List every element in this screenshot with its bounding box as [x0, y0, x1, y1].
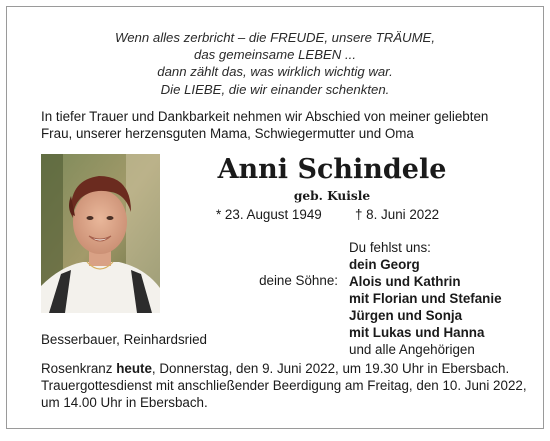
intro-line: In tiefer Trauer und Dankbarkeit nehmen wir Abschied von meiner geliebten — [41, 109, 489, 124]
birth-date: * 23. August 1949 — [216, 207, 322, 222]
son-entry: Jürgen und Sonja — [349, 308, 463, 323]
death-date: † 8. Juni 2022 — [355, 207, 440, 222]
obituary-card — [6, 6, 544, 429]
portrait-photo — [41, 154, 160, 313]
spouse-name: dein Georg — [349, 257, 420, 272]
rosary-prefix: Rosenkranz — [41, 361, 117, 376]
poem-line: dann zählt das, was wirklich wichtig war. — [157, 64, 393, 80]
son-entry: Alois und Kathrin — [349, 274, 461, 289]
poem-line: Die LIEBE, die wir einander schenkten. — [160, 81, 390, 97]
funeral-line: Trauergottesdienst mit anschließender Beerdigung am Freitag, den 10. Juni 2022, — [41, 378, 527, 393]
today-label: heute — [116, 361, 152, 376]
son-entry: mit Lukas und Hanna — [349, 325, 485, 340]
deceased-name: Anni Schindele — [217, 154, 447, 185]
intro-line: Frau, unserer herzensguten Mama, Schwiegermutter und Oma — [41, 126, 414, 141]
funeral-time-line: um 14.00 Uhr in Ebersbach. — [41, 395, 208, 410]
poem — [7, 29, 543, 98]
intro-text — [41, 108, 521, 142]
sons-label: deine Söhne: — [259, 273, 338, 288]
poem-line: das gemeinsame LEBEN ... — [194, 47, 356, 63]
rosary-line — [41, 360, 527, 377]
poem-line: Wenn alles zerbricht – die FREUDE, unsere TRÄUME, — [114, 30, 436, 45]
other-relatives: und alle Angehörigen — [349, 342, 475, 357]
mourners-list — [349, 239, 502, 358]
mourners-intro: Du fehlst uns: — [349, 240, 431, 255]
maiden-name: geb. Kuisle — [293, 189, 371, 203]
residence-place: Besserbauer, Reinhardsried — [41, 332, 207, 347]
son-entry: mit Florian und Stefanie — [349, 291, 502, 306]
rosary-details: , Donnerstag, den 9. Juni 2022, um 19.30 Uhr in Ebersbach. — [151, 361, 510, 376]
service-info — [41, 360, 527, 411]
